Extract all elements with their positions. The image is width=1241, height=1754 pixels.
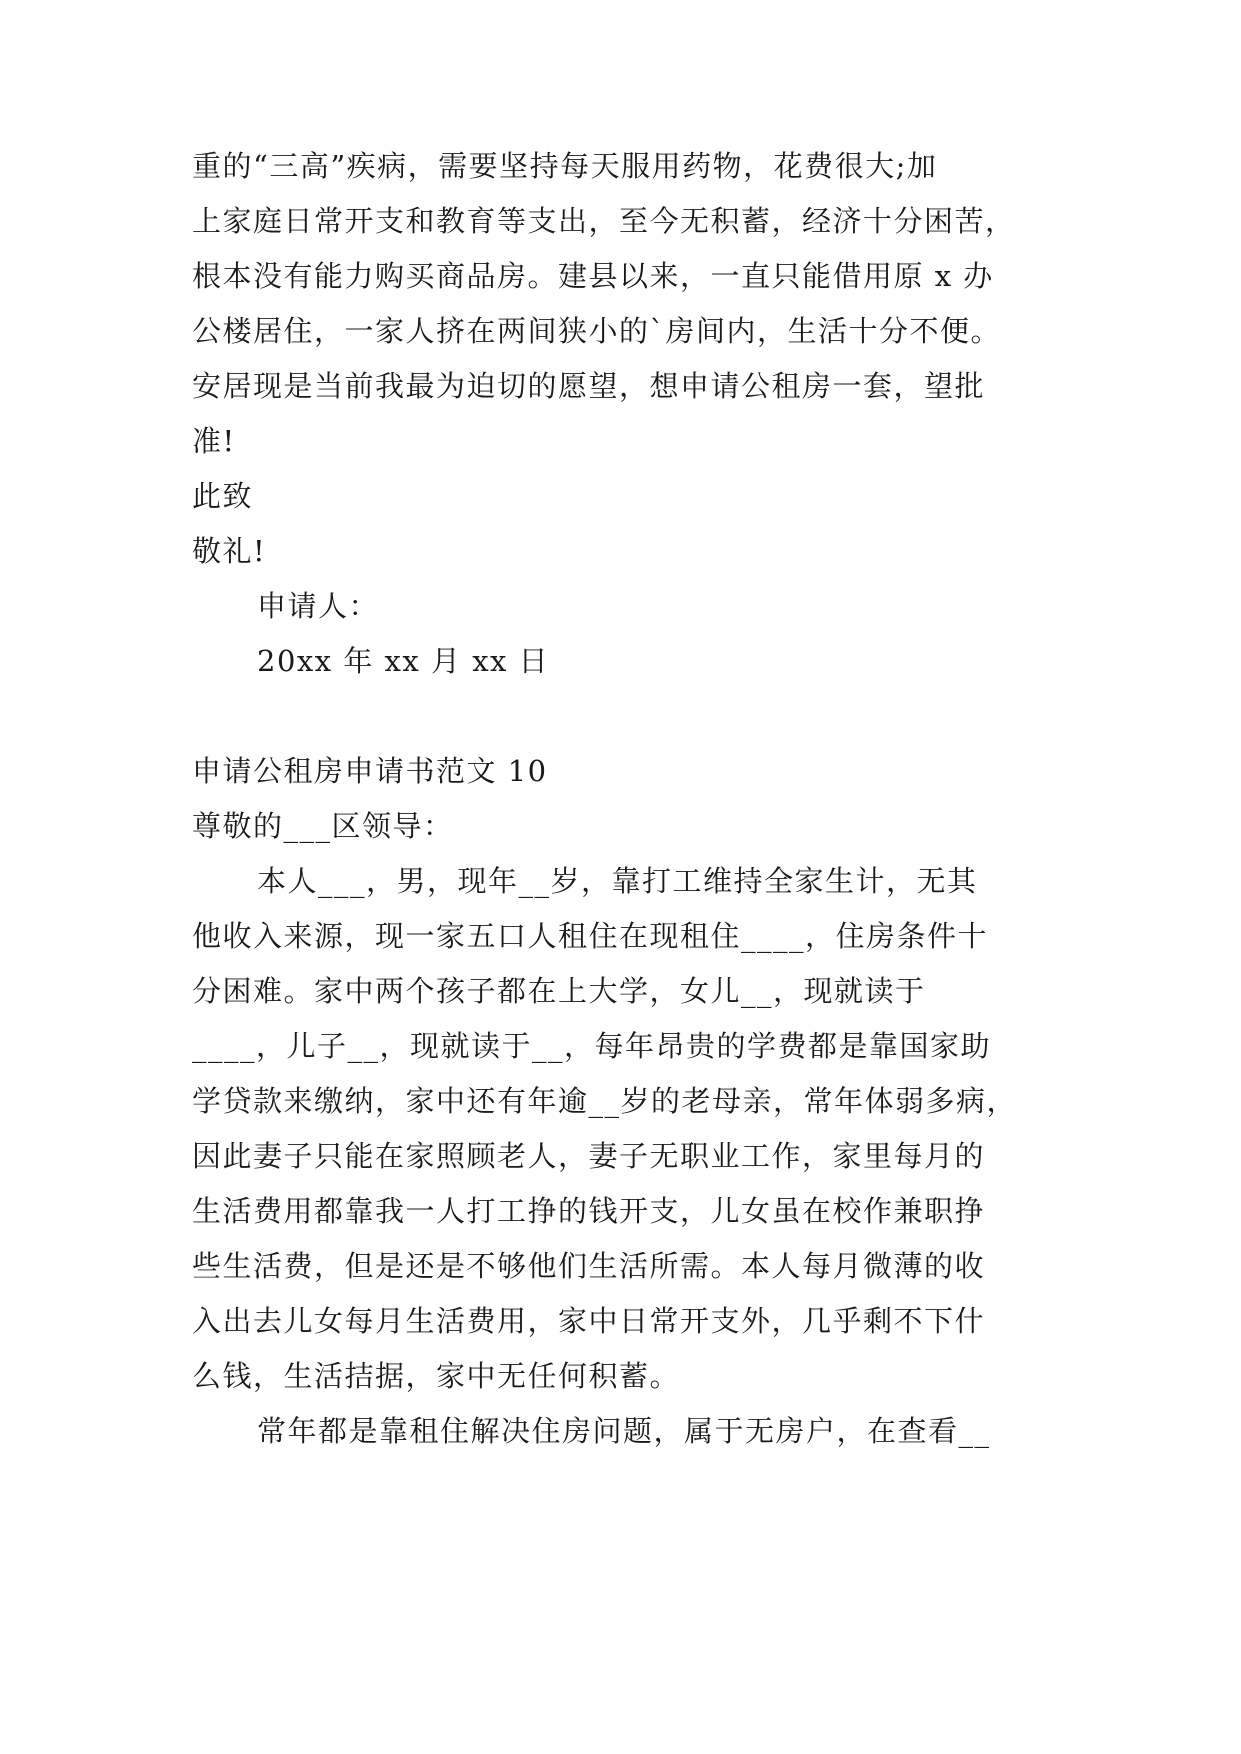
paragraph-line: 入出去儿女每月生活费用，家中日常开支外，几乎剩不下什: [192, 1304, 986, 1338]
paragraph-line: ____，儿子__，现就读于__，每年昂贵的学费都是靠国家助: [192, 1029, 992, 1063]
paragraph-line: 学贷款来缴纳，家中还有年逾__岁的老母亲，常年体弱多病，: [192, 1084, 1018, 1118]
paragraph-line: 上家庭日常开支和教育等支出，至今无积蓄，经济十分困苦，: [192, 204, 1016, 238]
paragraph-line: 公楼居住，一家人挤在两间狭小的`房间内，生活十分不便。: [192, 314, 1002, 348]
closing-regards: 敬礼!: [192, 534, 267, 568]
closing-salutation: 此致: [192, 479, 254, 513]
paragraph-line: 些生活费，但是还是不够他们生活所需。本人每月微薄的收: [192, 1249, 986, 1283]
paragraph-line: 因此妻子只能在家照顾老人，妻子无职业工作，家里每月的: [192, 1139, 986, 1173]
signature-date: 20xx 年 xx 月 xx 日: [257, 644, 550, 678]
paragraph-line: 他收入来源，现一家五口人租住在现租住____，住房条件十: [192, 919, 989, 953]
paragraph-line: 重的“三高”疾病，需要坚持每天服用药物，花费很大;加: [192, 149, 938, 183]
paragraph-line: 常年都是靠租住解决住房问题，属于无房户，在查看__: [257, 1414, 991, 1448]
paragraph-line: 生活费用都靠我一人打工挣的钱开支，儿女虽在校作兼职挣: [192, 1194, 986, 1228]
section-title: 申请公租房申请书范文 10: [192, 754, 548, 788]
applicant-signature-label: 申请人：: [257, 589, 380, 623]
paragraph-line: 根本没有能力购买商品房。建县以来，一直只能借用原 x 办: [192, 259, 994, 293]
paragraph-line: 安居现是当前我最为迫切的愿望，想申请公租房一套，望批: [192, 369, 986, 403]
letter-greeting: 尊敬的___区领导：: [192, 809, 454, 843]
paragraph-line: 本人___，男，现年__岁，靠打工维持全家生计，无其: [257, 864, 978, 898]
paragraph-line: 分困难。家中两个孩子都在上大学，女儿__，现就读于: [192, 974, 926, 1008]
paragraph-line: 准!: [192, 424, 236, 458]
paragraph-line: 么钱，生活拮据，家中无任何积蓄。: [192, 1359, 681, 1393]
